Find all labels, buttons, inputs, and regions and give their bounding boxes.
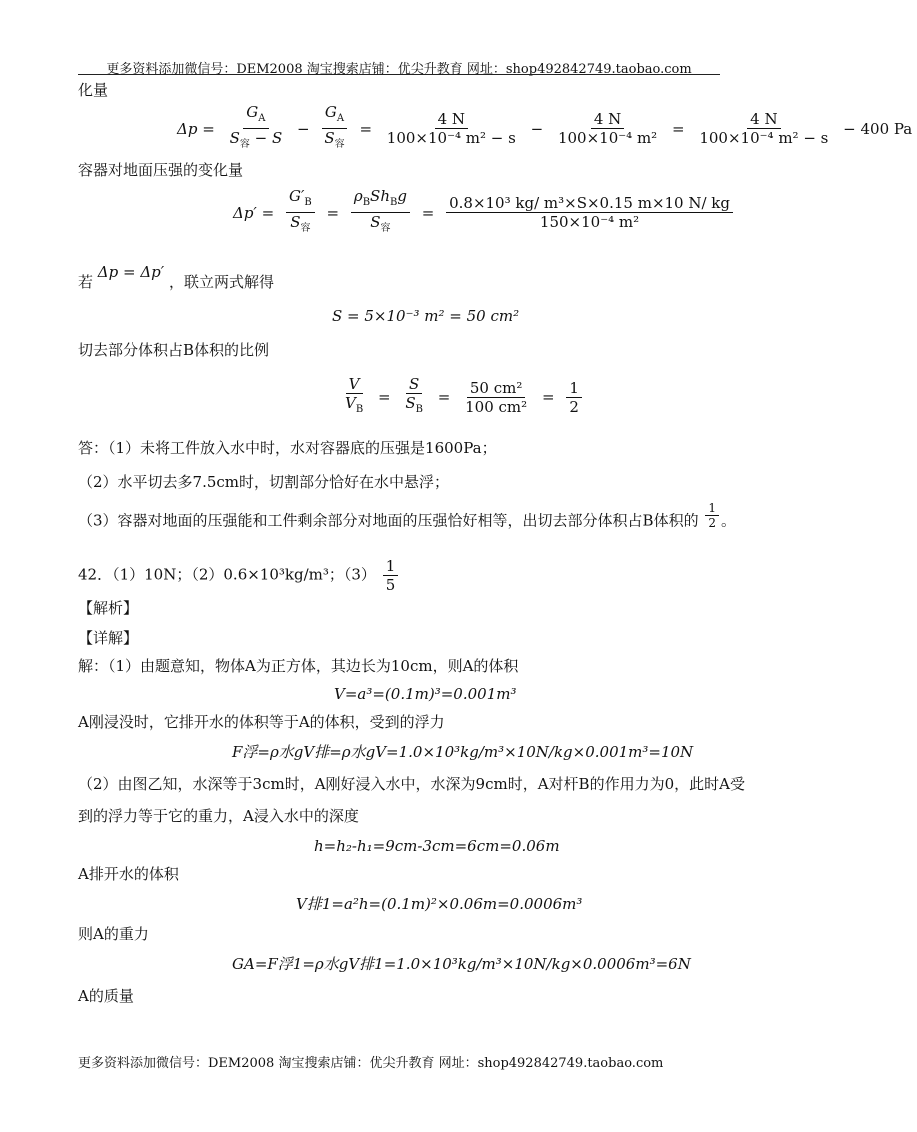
equation-s-result: S = 5×10⁻³ m² = 50 cm²: [332, 307, 520, 325]
equation-depth: h=h₂-h₁=9cm-3cm=6cm=0.06m: [314, 837, 560, 855]
text-line: 容器对地面压强的变化量: [78, 161, 244, 179]
text-line: （2）由图乙知，水深等于3cm时，A刚好浸入水中，水深为9cm时，A对杆B的作用力为0，此时A受: [78, 775, 745, 793]
equation-weight: GA=F浮1=ρ水gV排1=1.0×10³kg/m³×10N/kg×0.0006m³=6N: [232, 955, 691, 973]
answer-line: （3）容器对地面的压强能和工件剩余部分对地面的压强恰好相等，出切去部分体积占B体积的 $\frac{1}{2}$ 。: [78, 501, 737, 530]
fraction: $\frac{G_A}{S_容}$: [321, 104, 347, 153]
fraction: $\frac{1}{2}$: [566, 380, 582, 415]
text-line: 解：（1）由题意知，物体A为正方体，其边长为10cm，则A的体积: [78, 657, 519, 675]
equation-delta-p: Δp = $\frac{G_A}{S_容 - S}$ − $\frac{G_A}{S_容}$ = $\frac{4 N}{\text{100×10⁻⁴ m² − s}}$ − $\frac{4 N}{\text{100×10⁻⁴ m²}}$ = $\frac{4 N}{\text{100×10⁻⁴ m² − s}}$ − 400 Pa: [172, 104, 917, 153]
eq-lhs: Δp =: [177, 119, 215, 138]
page-footer: 更多资料添加微信号：DEM2008 淘宝搜索店铺：优尖升教育 网址：shop492842749.taobao.com: [78, 1056, 664, 1071]
text-line: A的质量: [78, 987, 134, 1005]
section-label: 【详解】: [78, 629, 139, 647]
fraction: $\frac{4 N}{\text{100×10⁻⁴ m²}}$: [557, 110, 658, 147]
page-header: 更多资料添加微信号：DEM2008 淘宝搜索店铺：优尖升教育 网址：shop492842749.taobao.com: [106, 62, 692, 77]
text-line: 若 Δp = Δp′ ，联立两式解得: [78, 263, 274, 291]
fraction: $\frac{\rho_BSh_Bg}{S_容}$: [351, 188, 410, 237]
text-line: A排开水的体积: [78, 865, 179, 883]
fraction: $\frac{1}{5}$: [383, 558, 399, 593]
equation-delta-p-prime: Δp′ = $\frac{G'_B}{S_容}$ = $\frac{\rho_BSh_Bg}{S_容}$ = $\frac{\text{0.8×10³ kg/ m³×S×0.15 m×10 N/ kg}}{\text{150×10⁻⁴ m²}}$: [228, 188, 735, 237]
equation-ratio: $\frac{V}{V_B}$ = $\frac{S}{S_B}$ = $\frac{\text{50 cm²}}{\text{100 cm²}}$ = $\frac{1}{2}$: [340, 376, 584, 418]
fraction: $\frac{\text{0.8×10³ kg/ m³×S×0.15 m×10 N/ kg}}{\text{150×10⁻⁴ m²}}$: [446, 195, 733, 230]
fraction: $\frac{4 N}{\text{100×10⁻⁴ m² − s}}$: [386, 110, 516, 147]
text-line: 则A的重力: [78, 925, 149, 943]
fraction: $\frac{\text{50 cm²}}{\text{100 cm²}}$: [465, 378, 528, 416]
fraction: $\frac{1}{2}$: [705, 502, 719, 529]
text-line: 化量: [78, 81, 109, 99]
question-42-answer: 42．（1）10N；（2）0.6×10³kg/m³；（3） $\frac{1}{5}$: [78, 558, 400, 593]
fraction: $\frac{V}{V_B}$: [345, 375, 364, 415]
fraction: $\frac{G'_B}{S_容}$: [286, 188, 315, 237]
text-line: A刚浸没时，它排开水的体积等于A的体积，受到的浮力: [78, 713, 445, 731]
equation-buoyancy: F浮=ρ水gV排=ρ水gV=1.0×10³kg/m³×10N/kg×0.001m³=10N: [232, 743, 694, 761]
answer-line: 答：（1）未将工件放入水中时，水对容器底的压强是1600Pa；: [78, 439, 497, 457]
header-rule: [78, 74, 720, 75]
equation-displaced-volume: V排1=a²h=(0.1m)²×0.06m=0.0006m³: [296, 895, 583, 913]
text-line: 切去部分体积占B体积的比例: [78, 341, 270, 359]
fraction: $\frac{4 N}{\text{100×10⁻⁴ m² − s}}$: [699, 110, 829, 147]
section-label: 【解析】: [78, 599, 139, 617]
equation-volume: V=a³=(0.1m)³=0.001m³: [334, 685, 517, 703]
fraction: $\frac{G_A}{S_容 - S}$: [229, 103, 283, 150]
text-line: 到的浮力等于它的重力，A浸入水中的深度: [78, 807, 359, 825]
answer-line: （2）水平切去多7.5cm时，切割部分恰好在水中悬浮；: [78, 473, 450, 491]
fraction: $\frac{S}{S_B}$: [405, 375, 423, 415]
